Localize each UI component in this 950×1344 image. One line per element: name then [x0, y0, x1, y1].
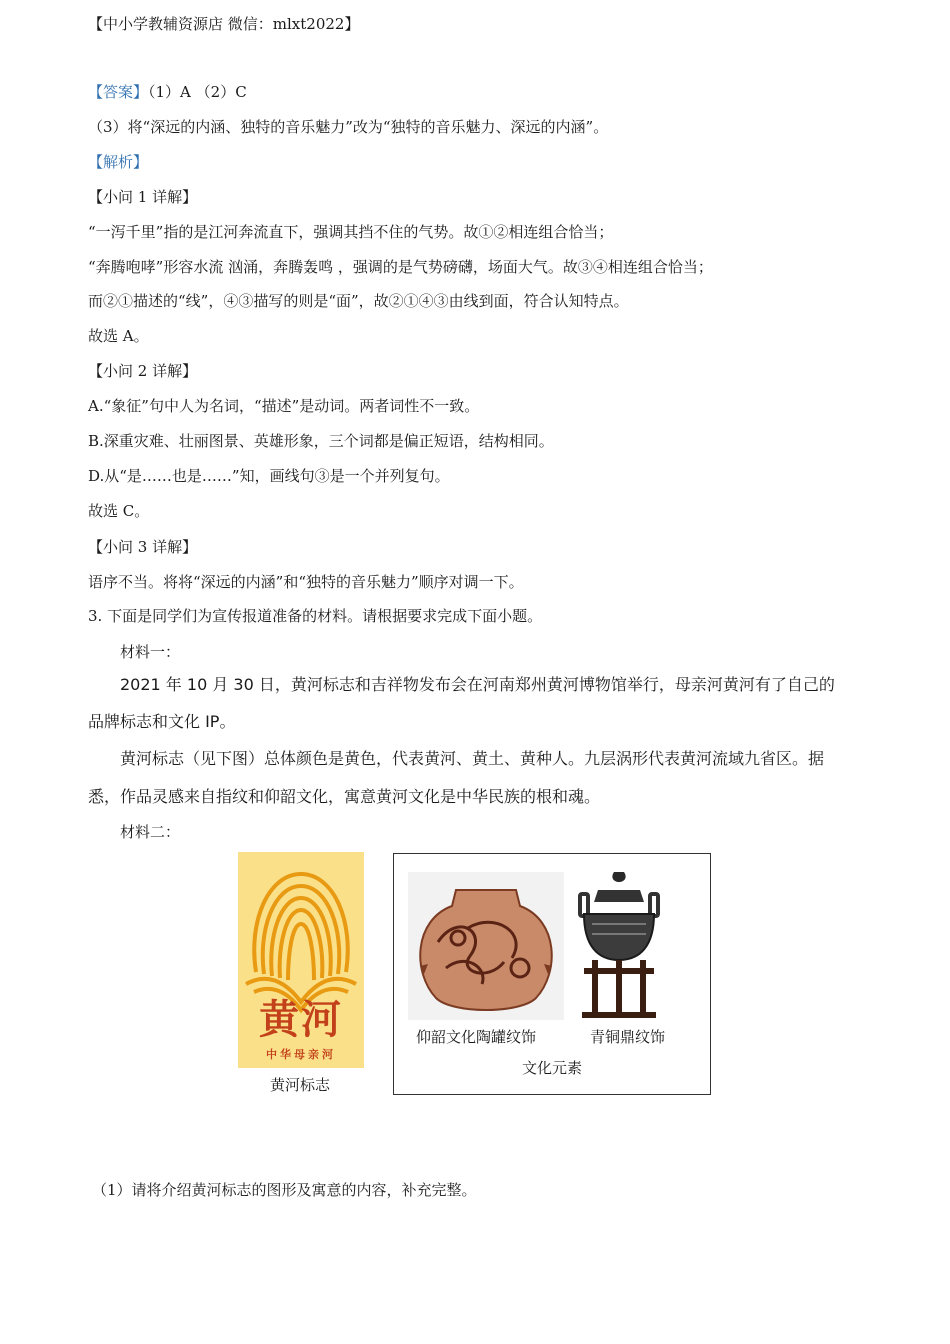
question-3: 3. 下面是同学们为宣传报道准备的材料。请根据要求完成下面小题。	[88, 607, 543, 625]
bronze-ding-icon	[574, 868, 664, 1028]
q3-line: 语序不当。将将“深远的内涵”和“独特的音乐魅力”顺序对调一下。	[88, 573, 524, 591]
q2-line: B.深重灾难、壮丽图景、英雄形象，三个词都是偏正短语，结构相同。	[88, 432, 554, 450]
q2-title: 【小问 2 详解】	[88, 362, 198, 380]
logo-caption: 黄河标志	[270, 1076, 331, 1094]
material1-para2-cont: 悉，作品灵感来自指纹和仰韶文化，寓意黄河文化是中华民族的根和魂。	[88, 787, 601, 806]
page-header: 【中小学教辅资源店 微信：mlxt2022】	[88, 15, 360, 33]
q1-line: 而②①描述的“线”，④③描写的则是“面”，故②①④③由线到面，符合认知特点。	[88, 292, 629, 310]
q1-line: “奔腾咆哮”形容水流 汹涌，奔腾轰鸣 ，强调的是气势磅礴，场面大气。故③④相连组合恰当；	[88, 258, 713, 276]
answer-text: （1）A （2）C	[148, 83, 247, 101]
q1-title: 【小问 1 详解】	[88, 188, 198, 206]
yellow-river-logo	[238, 852, 364, 1068]
analysis-tag: 【解析】	[88, 153, 149, 171]
logo-characters: 黄河	[259, 997, 343, 1043]
frame-caption: 文化元素	[522, 1059, 583, 1077]
material1-label: 材料一：	[120, 643, 181, 661]
sub-question-1: （1）请将介绍黄河标志的图形及寓意的内容，补充完整。	[92, 1181, 477, 1199]
q3-title: 【小问 3 详解】	[88, 538, 198, 556]
culture-elements-frame	[393, 853, 711, 1095]
material1-para1-cont: 品牌标志和文化 IP。	[88, 712, 236, 731]
logo-subtitle: 中华母亲河	[266, 1048, 336, 1061]
jar-caption: 仰韶文化陶罐纹饰	[416, 1028, 537, 1046]
answer-line	[88, 82, 247, 102]
q1-line: “一泻千里”指的是江河奔流直下，强调其挡不住的气势。故①②相连组合恰当；	[88, 223, 614, 241]
material2-label: 材料二：	[120, 823, 181, 841]
answer-tag: 【答案】	[88, 83, 149, 101]
q2-line: 故选 C。	[88, 502, 150, 520]
answer-3: （3）将“深远的内涵、独特的音乐魅力”改为“独特的音乐魅力、深远的内涵”。	[88, 118, 609, 136]
q2-line: D.从“是……也是……”知，画线句③是一个并列复句。	[88, 467, 450, 485]
q1-line: 故选 A。	[88, 327, 149, 345]
ding-caption: 青铜鼎纹饰	[590, 1028, 666, 1046]
q2-line: A.“象征”句中人为名词，“描述”是动词。两者词性不一致。	[88, 397, 480, 415]
painted-pottery-jar-icon	[408, 872, 564, 1020]
material1-para1: 2021 年 10 月 30 日，黄河标志和吉祥物发布会在河南郑州黄河博物馆举行，母亲河黄河有了自己的	[120, 675, 835, 694]
material1-para2: 黄河标志（见下图）总体颜色是黄色，代表黄河、黄土、黄种人。九层涡形代表黄河流域九省区。据	[120, 749, 825, 768]
